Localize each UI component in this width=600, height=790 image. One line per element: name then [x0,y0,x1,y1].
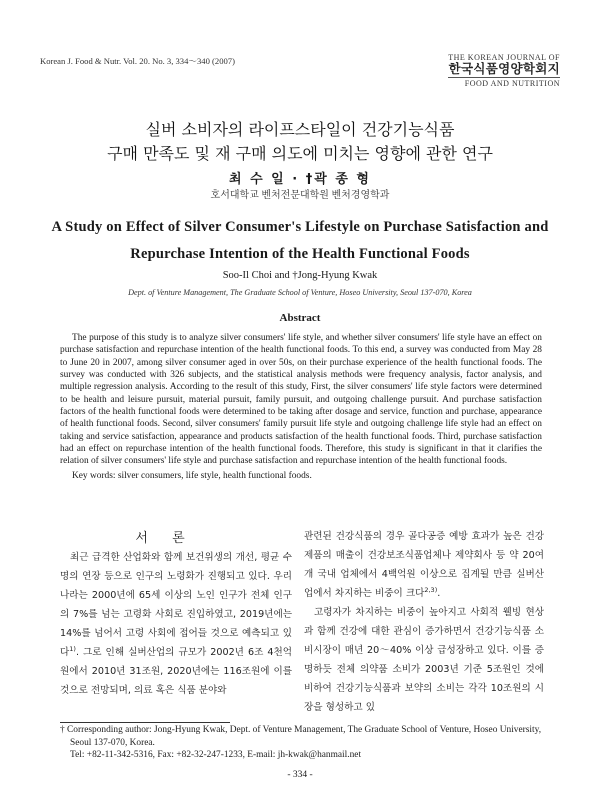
english-affiliation: Dept. of Venture Management, The Graduate School of Venture, Hoseo University, Seoul 137-070, Korea [128,288,472,297]
footnote-line3: Tel: +82-11-342-5316, Fax: +82-32-247-1233, E-mail: jh-kwak@hanmail.net [70,750,362,760]
page-number: - 334 - [287,770,313,780]
intro-text-c: 관련된 건강식품의 경우 골다공증 예방 효과가 높은 건강제품의 매출이 건강보조식품업체나 제약회사 등 약 20여 개 국내 업체에서 4백억원 이상으로 집계될 만큼 실버산업에서 차지하는 비중이 크다 [304,531,544,599]
reference-2-3: 2,3) [424,585,438,594]
intro-text-c-end: . [437,588,441,599]
english-title-line1: A Study on Effect of Silver Consumer's Lifestyle on Purchase Satisfaction and [51,219,549,235]
journal-name-ko: 한국식품영양학회지 [448,61,560,77]
intro-text-b: . 그로 인해 실버산업의 규모가 2002년 6조 4천억원에서 2010년 31조원, 2020년에는 116조원에 이를 것으로 전망되며, 의료 혹은 식품 분야와 [60,647,292,696]
journal-masthead [448,53,560,88]
keywords: Key words: silver consumers, life style, health functional foods. [72,471,312,481]
intro-paragraph-2 [304,527,544,603]
korean-affiliation: 호서대학교 벤처전문대학원 벤처경영학과 [210,190,390,201]
abstract-text: The purpose of this study is to analyze silver consumers' life style, and whether silver consumers' life style have an effect on purchase satisfaction and repurchase intention of the health functional foods. To this end, a survey was conducted from May 28 to June 20 in 2007, among silver consumer aged in over 50s, on their purchase experience of the health functional foods. The survey was conducted with 326 subjects, and the statistical analysis methods were frequency analysis, factor analysis, and multiple regression analysis. According to the result of this study, First, the silver consumers' life style factors were determined to be health and leisure pursuit, material pursuit, family pursuit, and outgoing challenge pursuit. And purchase satisfaction factors of the health functional foods were determined to be taking after dosage and service, function and purchase, appearance of health functional foods. Second, silver consumers' family pursuit life style and outgoing challenge life style had an effect on taking and service satisfaction, appearance and products satisfaction of the health functional foods. Third, purchase satisfaction had an effect on repurchase intention of the health functional foods. Therefore, this study is significant in that it clarifies the relation of silver consumers' life style and purchase satisfaction and repurchase intention of the health functional foods. [60,333,542,467]
korean-title-line2: 구매 만족도 및 재 구매 의도에 미치는 영향에 관한 연구 [107,144,493,163]
abstract-heading: Abstract [279,312,321,324]
english-title [0,214,600,268]
footnote [60,724,550,762]
korean-title [0,118,600,166]
left-column [60,548,292,700]
korean-authors: 최 수 일 · †곽 종 형 [229,172,371,187]
intro-text-a: 최근 급격한 산업화와 함께 보건위생의 개선, 평균 수명의 연장 등으로 인구의 노령화가 진행되고 있다. 우리나라는 2000년에 65세 이상의 노인 인구가 전체 인구의 7%를 넘는 고령화 사회로 진입하였고, 2019년에는 14%를 넘어서 고령 사회에 접어들 것으로 예측되고 있다 [60,552,292,658]
footnote-line1: † Corresponding author: Jong-Hyung Kwak, Dept. of Venture Management, The Graduate School of Venture, Hoseo University, [60,725,542,735]
korean-title-line1: 실버 소비자의 라이프스타일이 건강기능식품 [145,120,455,139]
intro-paragraph-3: 고령자가 차지하는 비중이 높아지고 사회적 웰빙 현상과 함께 건강에 대한 관심이 증가하면서 건강기능식품 소비시장이 매년 20～40% 이상 급성장하고 있다. 이를 증명하듯 전체 의약품 소비가 2003년 기준 5조원인 것에 비하여 건강기능식품과 보약의 소비는 각각 10조원의 시장을 형성하고 있 [304,607,544,713]
footnote-line2: Seoul 137-070, Korea. [70,737,155,748]
journal-name-en-bottom: FOOD AND NUTRITION [448,77,560,88]
journal-name-en-top: THE KOREAN JOURNAL OF [448,53,560,62]
reference-1: 1) [69,644,76,653]
abstract-body [60,332,542,468]
journal-citation: Korean J. Food & Nutr. Vol. 20. No. 3, 334～340 (2007) [40,56,235,66]
footnote-rule [60,722,230,723]
english-authors: Soo-Il Choi and †Jong-Hyung Kwak [222,270,378,281]
intro-paragraph-1 [60,548,292,700]
right-column [304,527,544,717]
english-title-line2: Repurchase Intention of the Health Functional Foods [130,246,470,262]
section-heading-introduction: 서 론 [135,531,195,546]
